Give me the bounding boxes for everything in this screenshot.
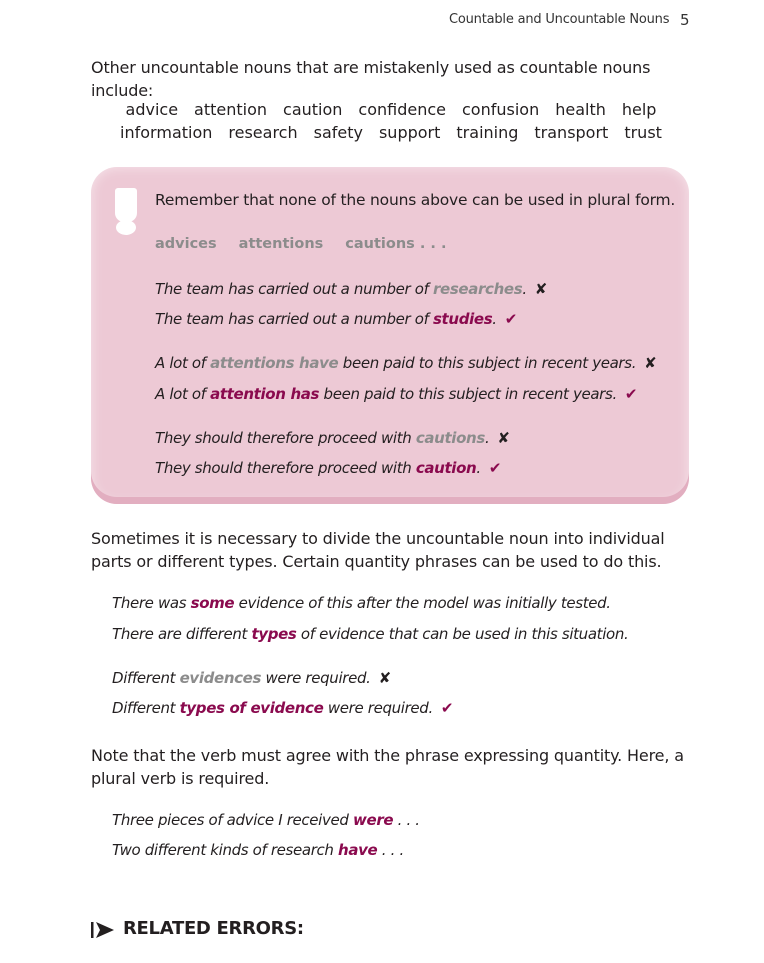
noun-word: confidence: [358, 100, 446, 119]
warning-box: [91, 167, 689, 504]
noun-word: safety: [313, 123, 363, 142]
example-sentence: Three pieces of advice I received were . . .: [112, 811, 420, 829]
incorrect-word: researches: [432, 280, 523, 298]
incorrect-word: attentions have: [210, 354, 339, 372]
plural-form: advices: [155, 236, 217, 252]
check-icon: ✔: [624, 385, 638, 403]
noun-word: confusion: [462, 100, 540, 119]
body-paragraph: Sometimes it is necessary to divide the uncountable noun into individual parts or different types. Certain quantity phrases can be used to do this.: [91, 529, 665, 571]
correct-word: types of evidence: [179, 699, 324, 717]
noun-row-1: [91, 100, 691, 119]
noun-word: transport: [534, 123, 609, 142]
noun-word: caution: [283, 100, 343, 119]
check-icon: ✔: [504, 310, 517, 328]
noun-word: support: [378, 123, 441, 142]
correct-word: studies: [432, 310, 493, 328]
noun-word: attention: [194, 100, 268, 119]
noun-word: advice: [125, 100, 179, 119]
highlight-word: some: [190, 594, 235, 612]
cross-icon: ✘: [378, 669, 391, 687]
exclamation-icon: [115, 188, 137, 236]
intro-paragraph: Other uncountable nouns that are mistakenly used as countable nouns include:: [91, 58, 651, 100]
noun-word: help: [621, 100, 657, 119]
cross-icon: ✘: [534, 280, 547, 298]
remember-note: Remember that none of the nouns above can be used in plural form.: [155, 191, 676, 209]
page-number: 5: [680, 11, 690, 29]
running-header-title: Countable and Uncountable Nouns: [449, 12, 670, 27]
noun-word: trust: [624, 123, 662, 142]
check-icon: ✔: [488, 459, 502, 477]
plural-form: attentions: [238, 236, 324, 252]
example-sentence: The team has carried out a number of studies. ✔: [155, 310, 517, 328]
highlight-word: types: [251, 625, 297, 643]
example-sentence: Different types of evidence were required. ✔: [112, 699, 454, 717]
related-errors-heading: RELATED ERRORS:: [123, 918, 304, 939]
example-sentence: There was some evidence of this after the model was initially tested.: [112, 594, 611, 612]
example-sentence: A lot of attention has been paid to this subject in recent years. ✔: [155, 385, 638, 403]
example-sentence: Two different kinds of research have . . .: [112, 841, 404, 859]
arrow-right-icon: [91, 921, 115, 939]
highlight-word: were: [353, 811, 394, 829]
cross-icon: ✘: [497, 429, 510, 447]
correct-word: attention has: [210, 385, 320, 403]
example-sentence: Different evidences were required. ✘: [112, 669, 391, 687]
example-sentence: A lot of attentions have been paid to this subject in recent years. ✘: [155, 354, 657, 372]
cross-icon: ✘: [644, 354, 657, 372]
highlight-word: have: [338, 841, 378, 859]
plural-form: cautions . . .: [345, 236, 447, 252]
incorrect-word: cautions: [415, 429, 485, 447]
correct-word: caution: [415, 459, 477, 477]
check-icon: ✔: [440, 699, 454, 717]
body-paragraph: Note that the verb must agree with the phrase expressing quantity. Here, a plural verb is required.: [91, 746, 684, 788]
plural-forms: [155, 236, 468, 252]
incorrect-word: evidences: [179, 669, 262, 687]
noun-row-2: [91, 123, 691, 142]
noun-word: information: [120, 123, 213, 142]
example-sentence: The team has carried out a number of researches. ✘: [155, 280, 547, 298]
example-sentence: They should therefore proceed with caution. ✔: [155, 459, 502, 477]
noun-word: training: [456, 123, 519, 142]
example-sentence: There are different types of evidence that can be used in this situation.: [112, 625, 629, 643]
noun-word: health: [555, 100, 606, 119]
example-sentence: They should therefore proceed with cautions. ✘: [155, 429, 510, 447]
noun-word: research: [228, 123, 298, 142]
